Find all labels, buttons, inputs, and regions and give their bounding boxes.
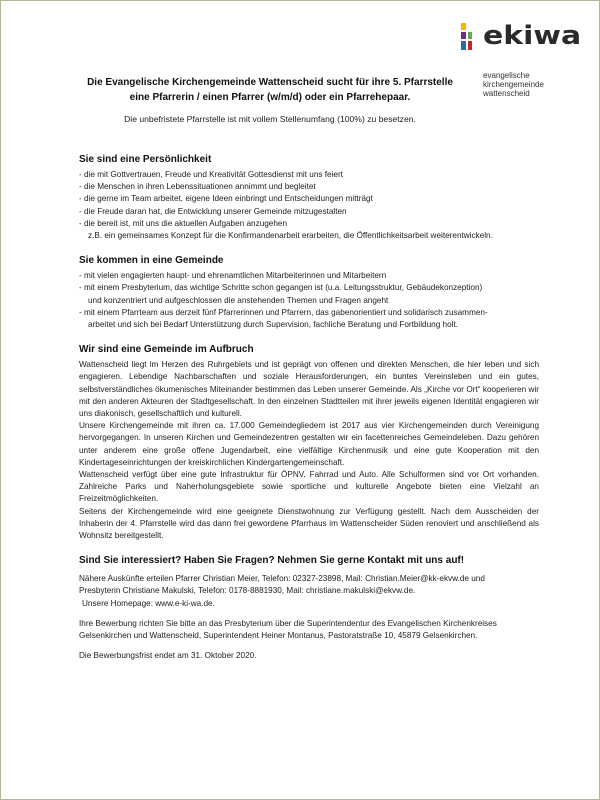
paragraph: Unsere Kirchengemeinde mit ihren ca. 17.000 Gemeindegliedern ist 2017 aus vier Kirchengemeinden durch Vereinigung hervorgegangen. In unseren Kirchen und Gemeindezentren gestalten wir ein facettenreiches Gemeindeleben. Dazu gehören unter anderem eine große offene Jugendarbeit, eine vielfältige Kirchenmusik und eine gute Kooperation mit den Kindertageseinrichtungen der kreiskirchlichen Kindergartengemeinschaft. bbox=[79, 421, 539, 467]
logo-bar-yellow bbox=[461, 23, 466, 30]
personality-list bbox=[79, 169, 539, 242]
job-subtitle: Die unbefristete Pfarrstelle ist mit vollem Stellenumfang (100%) zu besetzen. bbox=[124, 114, 416, 124]
main-content bbox=[79, 153, 539, 675]
section-heading: Wir sind eine Gemeinde im Aufbruch bbox=[79, 344, 254, 356]
section-heading: Sind Sie interessiert? Haben Sie Fragen? Nehmen Sie gerne Kontakt mit uns auf! bbox=[79, 555, 465, 567]
section-contact bbox=[79, 554, 539, 662]
community-list bbox=[79, 270, 539, 331]
job-title bbox=[75, 75, 465, 105]
list-item: - die gerne im Team arbeitet, eigene Ideen einbringt und Entscheidungen mitträgt bbox=[79, 194, 373, 204]
paragraph: Wattenscheid verfügt über eine gute Infrastruktur für ÖPNV, Fahrrad und Auto. Alle Schulformen sind vor Ort vorhanden. Zahlreiche Parks und Naherholungsgebiete sowie sportliche und kulturelle Angebote bieten eine Vielzahl an Freizeitmöglichkeiten. bbox=[79, 470, 539, 504]
logo-line: evangelische bbox=[483, 71, 530, 80]
job-title-line: Die Evangelische Kirchengemeinde Wattenscheid sucht für ihre 5. Pfarrstelle bbox=[87, 77, 453, 88]
section-heading: Sie sind eine Persönlichkeit bbox=[79, 154, 212, 165]
paragraph: Seitens der Kirchengemeinde wird eine geeignete Dienstwohnung zur Verfügung gestellt. Nach dem Ausscheiden der Inhaberin der 4. Pfarrstelle wird das dann frei gewordene Pfarrhaus im Wattenscheider Süden renoviert und anschließend als Wohnsitz bereitgestellt. bbox=[79, 506, 539, 541]
section-community bbox=[79, 254, 539, 331]
section-about-us bbox=[79, 343, 539, 542]
logo-bar-purple bbox=[461, 32, 466, 39]
section-heading: Sie kommen in eine Gemeinde bbox=[79, 255, 224, 267]
list-item-continuation: arbeitet und sich bei Bedarf Unterstützung durch Supervision, fachliche Beratung und Fortbildung holt. bbox=[88, 320, 459, 330]
list-item: - die mit Gottvertrauen, Freude und Kreativität Gottesdienst mit uns feiert bbox=[79, 170, 343, 179]
section-personality bbox=[79, 153, 539, 242]
list-item: - mit vielen engagierten haupt- und ehrenamtlichen Mitarbeiterinnen und Mitarbeitern bbox=[79, 271, 387, 281]
logo-line: wattenscheid bbox=[483, 89, 530, 98]
list-item: - die Freude daran hat, die Entwicklung unserer Gemeinde mitzugestalten bbox=[79, 206, 347, 216]
job-title-line: eine Pfarrerin / einen Pfarrer (w/m/d) oder ein Pfarrehepaar. bbox=[129, 92, 411, 103]
homepage-line: Unsere Homepage: www.e-ki-wa.de. bbox=[82, 598, 215, 608]
logo-line: kirchengemeinde bbox=[483, 80, 544, 89]
contact-line: Nähere Auskünfte erteilen Pfarrer Christian Meier, Telefon: 02327-23898, Mail: Christian.Meier@kk-ekvw.de und bbox=[79, 574, 485, 584]
list-item: - mit einem Pfarrteam aus derzeit fünf Pfarrerinnen und Pfarrern, das gabenorientiert und solidarisch zusammen- bbox=[79, 307, 488, 317]
list-item: - die bereit ist, mit uns die aktuellen Aufgaben anzugehen bbox=[79, 218, 288, 228]
list-item: - die Menschen in ihren Lebenssituationen annimmt und begleitet bbox=[79, 182, 316, 192]
logo-wordmark: ekiwa bbox=[483, 21, 582, 51]
list-item: - mit einem Presbyterium, das wichtige Schritte schon gegangen ist (u.a. Leitungsstruktur, Gebäudekonzeption) bbox=[79, 283, 483, 293]
logo-bar-red bbox=[468, 41, 472, 50]
paragraph: Wattenscheid liegt im Herzen des Ruhrgebiets und ist geprägt von offenen und direkten Menschen, die hier leben und sich engagieren. Lebendige Nachbarschaften und soziale Herausforderungen, ein buntes Vereinsleben und ein gutes, selbstverständliches ökumenisches Miteinander bestimmen das Leben unserer Gemeinde. Als „Kirche vor Ort“ kooperieren wir mit den anderen Akteuren der Stadtgesellschaft. In den einzelnen Stadtteilen mit ihrer jeweils eigenen Identität engagieren wir uns diakonisch, gesellschaftlich und kulturell. bbox=[79, 360, 539, 419]
deadline: Die Bewerbungsfrist endet am 31. Oktober 2020. bbox=[79, 651, 257, 661]
list-item-continuation: z.B. ein gemeinsames Konzept für die Konfirmandenarbeit erarbeiten, die Öffentlichkeitsarbeit weiterentwickeln. bbox=[88, 231, 493, 241]
contact-line: Presbyterin Christiane Makulski, Telefon: 0178-8881930, Mail: christiane.makulski@ekvw.de. bbox=[79, 586, 416, 596]
application-info: Ihre Bewerbung richten Sie bitte an das Presbyterium über die Superintendentur des Evangelischen Kirchenkreises Gelsenkirchen und Wattenscheid, Superintendent Heiner Montanus, Pastoratstraße 10, 45879 Gelsenkirchen. bbox=[79, 618, 497, 641]
logo-subtitle bbox=[483, 71, 544, 98]
logo-bar-green bbox=[468, 32, 472, 39]
logo-bar-blue bbox=[461, 41, 466, 50]
list-item-continuation: und konzentriert und aufgeschlossen die anstehenden Themen und Fragen angeht bbox=[88, 295, 389, 305]
